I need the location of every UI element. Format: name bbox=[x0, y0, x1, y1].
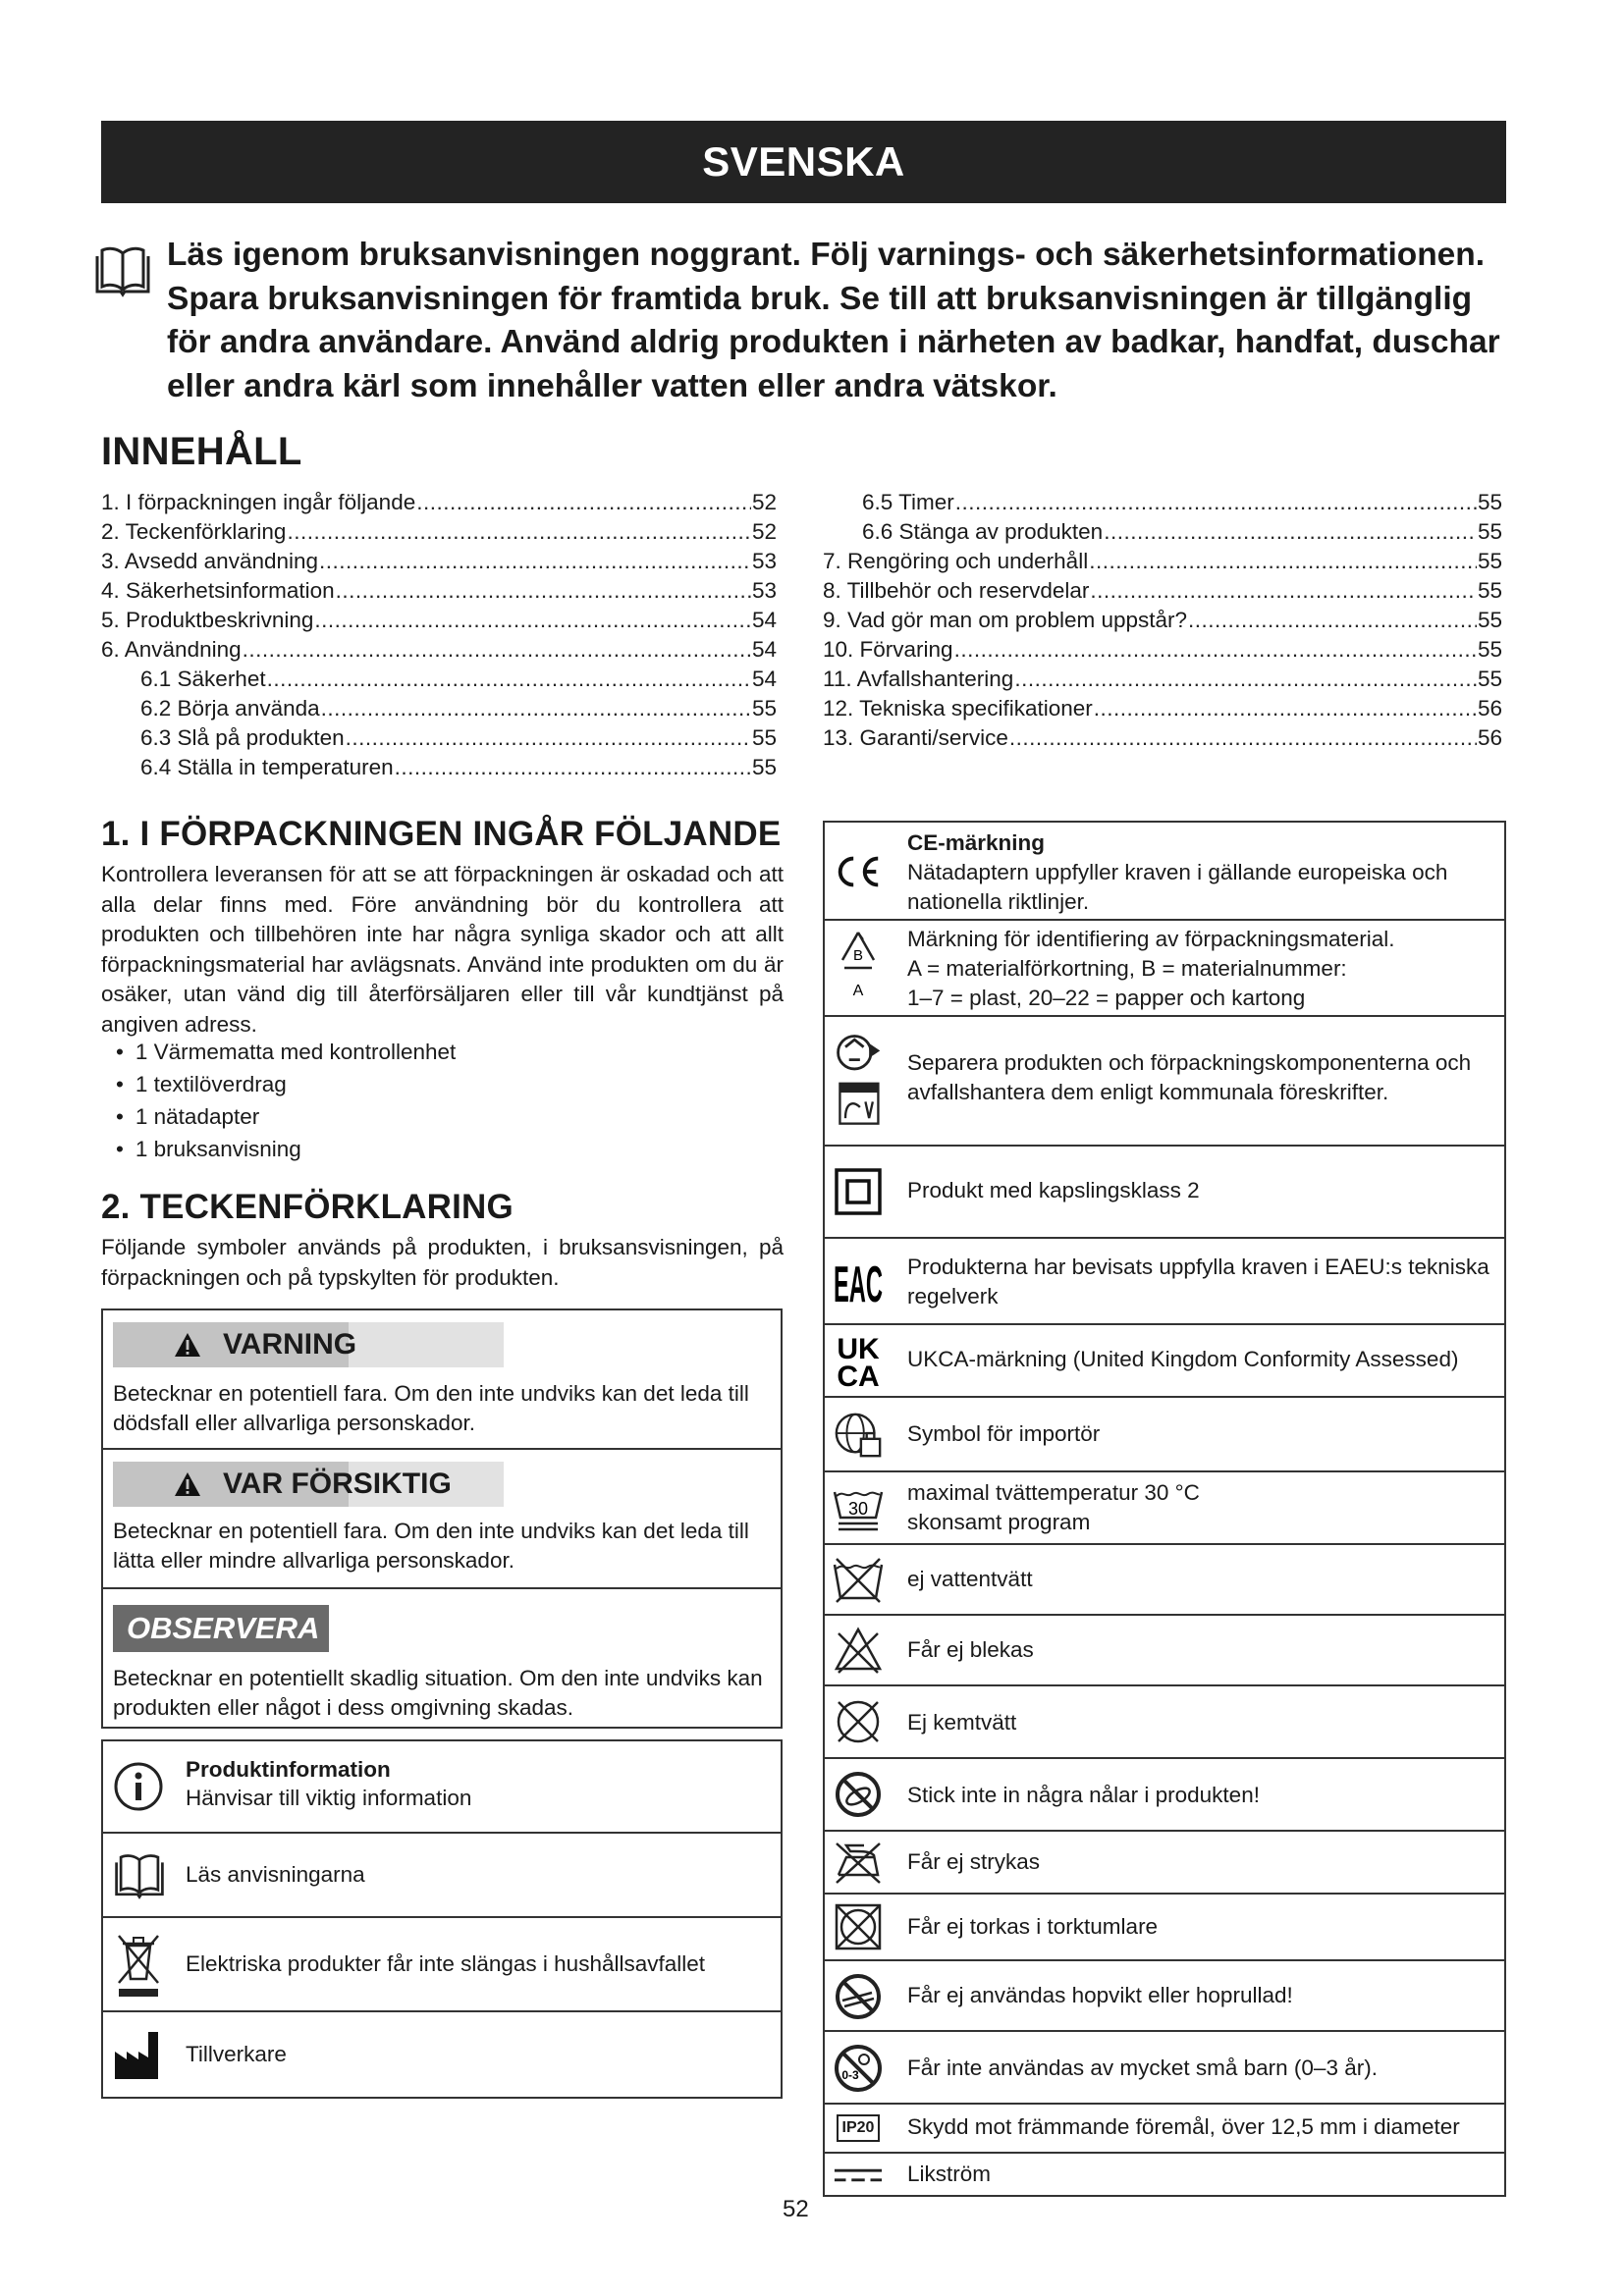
symbol-row bbox=[825, 2032, 1504, 2105]
wash-30-icon bbox=[833, 1482, 884, 1533]
toc-entry-page: 52 bbox=[751, 519, 777, 544]
language-header: SVENSKA bbox=[101, 121, 1506, 203]
toc-leader-dots bbox=[1104, 517, 1477, 547]
symbol-row bbox=[825, 1895, 1504, 1961]
toc-entry-label: 13. Garanti/service bbox=[823, 725, 1008, 750]
toc-leader-dots bbox=[1188, 606, 1477, 635]
toc-entry-label: 12. Tekniska specifikationer bbox=[823, 696, 1093, 721]
symbol-text: Elektriska produkter får inte slängas i hushållsavfallet bbox=[186, 1951, 706, 1976]
crossed-bin-icon bbox=[113, 1930, 164, 1999]
symbol-text: Symbol för importör bbox=[907, 1421, 1101, 1446]
toc-entry[interactable] bbox=[823, 665, 1502, 694]
list-item: • 1 nätadapter bbox=[116, 1100, 456, 1133]
no-needles-icon bbox=[833, 1769, 884, 1820]
signal-words-table bbox=[101, 1308, 783, 1729]
toc-entry-page: 55 bbox=[1477, 667, 1502, 691]
toc-entry[interactable] bbox=[101, 635, 777, 665]
list-item: • 1 Värmematta med kontrollenhet bbox=[116, 1036, 456, 1068]
ip20-icon bbox=[833, 2112, 884, 2144]
wash-temperature-text: 30 bbox=[847, 1499, 869, 1519]
symbol-row bbox=[825, 823, 1504, 921]
list-item: • 1 bruksanvisning bbox=[116, 1133, 456, 1165]
toc-entry-label: 6.3 Slå på produkten bbox=[140, 725, 345, 750]
warning-triangle-icon bbox=[174, 1470, 201, 1498]
warning-label: VARNING bbox=[113, 1322, 504, 1367]
symbol-text: Produkt med kapslingsklass 2 bbox=[907, 1178, 1200, 1202]
recycling-letter-b: B bbox=[852, 947, 864, 964]
toc-entry[interactable] bbox=[823, 635, 1502, 665]
toc-entry-label: 8. Tillbehör och reservdelar bbox=[823, 578, 1090, 603]
symbol-text: Hänvisar till viktig information bbox=[186, 1786, 472, 1810]
notice-label: OBSERVERA bbox=[113, 1605, 329, 1652]
symbol-row bbox=[825, 1832, 1504, 1895]
symbol-text: UKCA-märkning (United Kingdom Conformity Assessed) bbox=[907, 1347, 1459, 1371]
factory-icon bbox=[113, 2028, 164, 2081]
toc-leader-dots bbox=[314, 606, 751, 635]
toc-entry[interactable] bbox=[101, 517, 777, 547]
symbol-title: CE-märkning bbox=[907, 830, 1046, 855]
toc-leader-dots bbox=[1094, 694, 1477, 723]
ukca-bottom-text: CA bbox=[837, 1361, 880, 1390]
no-dry-clean-icon bbox=[833, 1696, 884, 1747]
toc-entry[interactable] bbox=[823, 517, 1502, 547]
toc-entry[interactable] bbox=[101, 753, 777, 782]
notice-description: Betecknar en potentiellt skadlig situation. Om den inte undviks kan produkten eller något i dess omgivning skadas. bbox=[113, 1666, 763, 1720]
toc-entry-label: 5. Produktbeskrivning bbox=[101, 608, 314, 632]
warning-triangle-icon bbox=[174, 1331, 201, 1359]
warning-description: Betecknar en potentiell fara. Om den inte undviks kan det leda till dödsfall eller allvarliga personskador. bbox=[113, 1381, 749, 1435]
toc-leader-dots bbox=[955, 488, 1477, 517]
symbol-row bbox=[825, 1759, 1504, 1832]
symbol-text: Tillverkare bbox=[186, 2042, 287, 2066]
symbol-row bbox=[825, 1686, 1504, 1759]
toc-entry[interactable] bbox=[101, 576, 777, 606]
toc-entry-label: 7. Rengöring och underhåll bbox=[823, 549, 1089, 573]
no-bleach-icon bbox=[833, 1626, 884, 1675]
protection-class-2-icon bbox=[833, 1168, 884, 1215]
section2-text: Följande symboler används på produkten, i bruksansvisningen, på förpackningen och på typskylten för produkten. bbox=[101, 1235, 784, 1290]
toc-entry-label: 6. Användning bbox=[101, 637, 242, 662]
toc-entry-page: 55 bbox=[1477, 549, 1502, 573]
toc-leader-dots bbox=[1090, 576, 1477, 606]
toc-entry-page: 55 bbox=[1477, 578, 1502, 603]
symbol-row bbox=[825, 1147, 1504, 1239]
toc-leader-dots bbox=[395, 753, 751, 782]
toc-leader-dots bbox=[954, 635, 1477, 665]
symbol-row bbox=[825, 1398, 1504, 1472]
symbol-text: Får inte användas av mycket små barn (0–3 år). bbox=[907, 2056, 1378, 2080]
toc-entry-page: 55 bbox=[751, 725, 777, 750]
importer-icon bbox=[833, 1408, 884, 1461]
symbol-row bbox=[103, 1834, 781, 1918]
warning-row bbox=[103, 1310, 781, 1450]
notice-row bbox=[103, 1589, 781, 1727]
toc-leader-dots bbox=[346, 723, 751, 753]
caution-description: Betecknar en potentiell fara. Om den inte undviks kan det leda till lätta eller mindre allvarliga personskador. bbox=[113, 1519, 749, 1573]
toc-entry[interactable] bbox=[823, 694, 1502, 723]
symbol-text: Får ej torkas i torktumlare bbox=[907, 1914, 1159, 1939]
section1-title: 1. I FÖRPACKNINGEN INGÅR FÖLJANDE bbox=[101, 815, 782, 853]
toc-entry-page: 54 bbox=[751, 637, 777, 662]
symbol-row bbox=[103, 1918, 781, 2012]
toc-entry[interactable] bbox=[101, 723, 777, 753]
no-water-wash-icon bbox=[833, 1555, 884, 1604]
toc-entry[interactable] bbox=[101, 547, 777, 576]
toc-entry-page: 55 bbox=[751, 755, 777, 779]
symbol-text: Får ej strykas bbox=[907, 1849, 1041, 1874]
symbol-row bbox=[825, 921, 1504, 1017]
recycling-icon bbox=[833, 927, 884, 1009]
toc-entry[interactable] bbox=[823, 547, 1502, 576]
toc-entry-label: 11. Avfallshantering bbox=[823, 667, 1014, 691]
caution-row bbox=[103, 1450, 781, 1589]
toc-entry[interactable] bbox=[101, 488, 777, 517]
symbol-row bbox=[103, 1741, 781, 1834]
toc-left-column bbox=[101, 488, 777, 782]
toc-leader-dots bbox=[319, 547, 751, 576]
general-symbols-table bbox=[101, 1739, 783, 2099]
toc-entry-label: 1. I förpackningen ingår följande bbox=[101, 490, 416, 514]
ukca-mark-icon bbox=[833, 1331, 884, 1390]
eac-mark-icon bbox=[833, 1251, 884, 1311]
toc-entry-label: 6.5 Timer bbox=[862, 490, 954, 514]
section1-text: Kontrollera leveransen för att se att förpackningen är oskadad och att alla delar finns med. Före användning bör du kontrollera att produkten och tillbehören inte har några synliga skador och att allt förpackningsmaterial har avlägsnats. Använd inte produkten om du är osäker, utan vänd dig till återförsäljaren eller till vår kundtjänst på angiven adress. bbox=[101, 862, 784, 1037]
symbol-row bbox=[825, 1017, 1504, 1147]
symbol-text: maximal tvättemperatur 30 °C skonsamt program bbox=[907, 1480, 1200, 1534]
symbol-text: Nätadaptern uppfyller kraven i gällande europeiska och nationella riktlinjer. bbox=[907, 860, 1448, 914]
book-icon bbox=[113, 1849, 166, 1900]
toc-entry[interactable] bbox=[101, 694, 777, 723]
toc-entry-page: 52 bbox=[751, 490, 777, 514]
direct-current-icon bbox=[833, 2163, 884, 2187]
symbol-text: Stick inte in några nålar i produkten! bbox=[907, 1783, 1260, 1807]
toc-entry-page: 56 bbox=[1477, 696, 1502, 721]
toc-title: INNEHÅLL bbox=[101, 430, 302, 473]
no-iron-icon bbox=[833, 1840, 884, 1885]
symbol-row bbox=[825, 1239, 1504, 1325]
symbol-row bbox=[825, 1472, 1504, 1545]
toc-entry-page: 56 bbox=[1477, 725, 1502, 750]
toc-leader-dots bbox=[267, 665, 751, 694]
symbol-text: Separera produkten och förpackningskomponenterna och avfallshantera dem enligt kommunala föreskrifter. bbox=[907, 1050, 1472, 1104]
toc-entry-page: 53 bbox=[751, 578, 777, 603]
toc-entry-label: 4. Säkerhetsinformation bbox=[101, 578, 335, 603]
recycling-letter-a: A bbox=[852, 983, 864, 999]
symbol-text: Produkterna har bevisats uppfylla kraven i EAEU:s tekniska regelverk bbox=[907, 1255, 1489, 1308]
toc-entry-label: 6.6 Stänga av produkten bbox=[862, 519, 1104, 544]
toc-entry[interactable] bbox=[823, 723, 1502, 753]
symbol-row bbox=[825, 1616, 1504, 1686]
symbol-row bbox=[825, 2105, 1504, 2154]
symbol-text: Får ej användas hopvikt eller hoprullad! bbox=[907, 1983, 1293, 2007]
toc-entry-page: 54 bbox=[751, 608, 777, 632]
no-small-children-icon bbox=[833, 2042, 884, 2095]
info-icon bbox=[113, 1761, 164, 1812]
no-tumble-dry-icon bbox=[833, 1902, 884, 1951]
toc-leader-dots bbox=[1014, 665, 1477, 694]
toc-entry-label: 10. Förvaring bbox=[823, 637, 953, 662]
symbol-row bbox=[825, 2154, 1504, 2195]
symbol-text: Läs anvisningarna bbox=[186, 1862, 365, 1887]
toc-leader-dots bbox=[243, 635, 751, 665]
toc-leader-dots bbox=[416, 488, 751, 517]
book-icon bbox=[93, 242, 152, 297]
toc-entry-page: 55 bbox=[1477, 608, 1502, 632]
waste-separation-icon bbox=[833, 1027, 884, 1135]
symbol-text: Får ej blekas bbox=[907, 1637, 1034, 1662]
product-symbols-table bbox=[823, 821, 1506, 2197]
toc-entry-label: 9. Vad gör man om problem uppstår? bbox=[823, 608, 1188, 632]
toc-entry-page: 55 bbox=[1477, 637, 1502, 662]
toc-right-column bbox=[823, 488, 1502, 753]
ce-mark-icon bbox=[833, 852, 884, 891]
symbol-text: Likström bbox=[907, 2162, 992, 2186]
symbol-text: ej vattentvätt bbox=[907, 1567, 1033, 1591]
symbol-title: Produktinformation bbox=[186, 1757, 391, 1782]
eac-mark-text: EAC bbox=[834, 1256, 883, 1311]
symbol-row bbox=[825, 1325, 1504, 1398]
symbol-row bbox=[103, 2012, 781, 2097]
toc-entry-page: 55 bbox=[1477, 519, 1502, 544]
toc-leader-dots bbox=[336, 576, 751, 606]
toc-entry-label: 6.1 Säkerhet bbox=[140, 667, 266, 691]
toc-entry-page: 55 bbox=[751, 696, 777, 721]
list-item: • 1 textilöverdrag bbox=[116, 1068, 456, 1100]
package-contents-list bbox=[116, 1036, 456, 1165]
symbol-row bbox=[825, 1545, 1504, 1616]
toc-entry-page: 53 bbox=[751, 549, 777, 573]
symbol-row bbox=[825, 1961, 1504, 2032]
toc-entry-page: 54 bbox=[751, 667, 777, 691]
page-number: 52 bbox=[783, 2196, 809, 2222]
toc-entry[interactable] bbox=[823, 576, 1502, 606]
symbol-text: Skydd mot främmande föremål, över 12,5 mm i diameter bbox=[907, 2114, 1460, 2139]
toc-entry-label: 2. Teckenförklaring bbox=[101, 519, 287, 544]
ukca-top-text: UK bbox=[837, 1333, 880, 1365]
intro-warning-text: Läs igenom bruksanvisningen noggrant. Följ varnings- och säkerhetsinformationen. Spara bruksanvisningen för framtida bruk. Se till att bruksanvisningen är tillgänglig för andra användare. Använd aldrig produkten i närheten av badkar, handfat, duschar eller andra kärl som innehåller vatten eller andra vätskor. bbox=[167, 237, 1500, 404]
no-fold-icon bbox=[833, 1971, 884, 2022]
toc-entry[interactable] bbox=[823, 488, 1502, 517]
toc-entry-label: 6.4 Ställa in temperaturen bbox=[140, 755, 394, 779]
toc-leader-dots bbox=[1009, 723, 1477, 753]
symbol-text: Ej kemtvätt bbox=[907, 1710, 1017, 1735]
toc-leader-dots bbox=[321, 694, 751, 723]
toc-entry-label: 3. Avsedd användning bbox=[101, 549, 319, 573]
toc-entry[interactable] bbox=[101, 665, 777, 694]
toc-leader-dots bbox=[1089, 547, 1477, 576]
toc-entry[interactable] bbox=[101, 606, 777, 635]
caution-label: VAR FÖRSIKTIG bbox=[113, 1462, 504, 1507]
section2-title: 2. TECKENFÖRKLARING bbox=[101, 1188, 514, 1226]
toc-leader-dots bbox=[287, 517, 751, 547]
symbol-text: Märkning för identifiering av förpackningsmaterial. A = materialförkortning, B = materialnummer: 1–7 = plast, 20–22 = papper och kartong bbox=[907, 927, 1395, 1010]
toc-entry[interactable] bbox=[823, 606, 1502, 635]
ip20-badge: IP20 bbox=[837, 2114, 881, 2142]
toc-entry-page: 55 bbox=[1477, 490, 1502, 514]
toc-entry-label: 6.2 Börja använda bbox=[140, 696, 320, 721]
age-range-text: 0-3 bbox=[841, 2068, 859, 2082]
